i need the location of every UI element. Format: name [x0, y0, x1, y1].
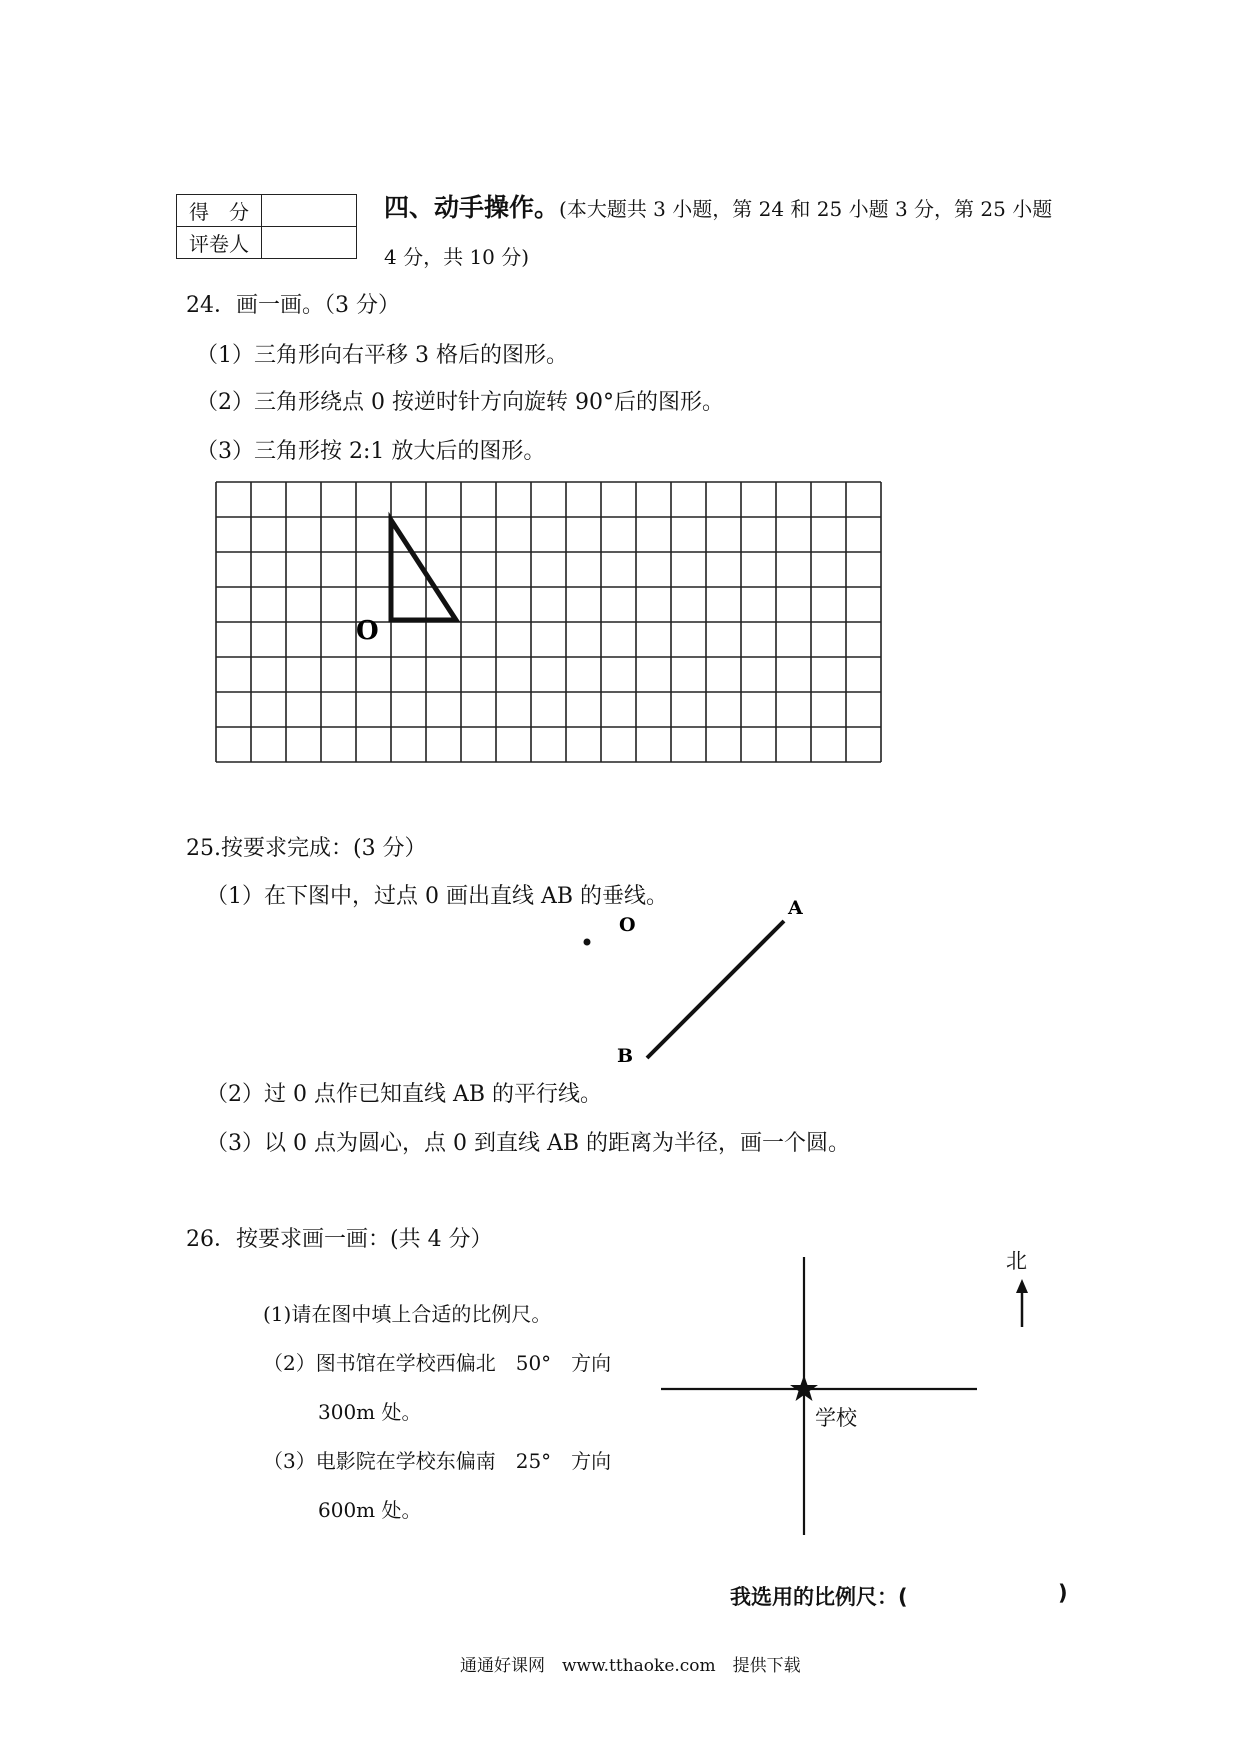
line-ab [647, 921, 784, 1058]
q26-item-1: (1)请在图中填上合适的比例尺。 [263, 1302, 552, 1326]
q24-item-2: （2）三角形绕点 0 按逆时针方向旋转 90°后的图形。 [196, 390, 724, 415]
point-o-label: O [619, 914, 636, 936]
q26-item-3-cont: 600m 处。 [318, 1498, 422, 1522]
q24-item-3: （3）三角形按 2:1 放大后的图形。 [196, 439, 546, 464]
q24-item-1: （1）三角形向右平移 3 格后的图形。 [196, 343, 568, 368]
q26-item-2: （2）图书馆在学校西偏北 50° 方向 [263, 1351, 612, 1375]
q25-item-1: （1）在下图中，过点 0 画出直线 AB 的垂线。 [206, 884, 669, 909]
q25-title: 25.按要求完成：(3 分） [186, 836, 427, 861]
section-note-line1: (本大题共 3 小题，第 24 和 25 小题 3 分，第 25 小题 [559, 197, 1053, 221]
point-o-dot [584, 939, 591, 946]
q26-item-2-cont: 300m 处。 [318, 1400, 422, 1424]
q25-item-3: （3）以 0 点为圆心，点 0 到直线 AB 的距离为半径，画一个圆。 [206, 1131, 851, 1156]
q26-title: 26．按要求画一画：(共 4 分） [186, 1227, 493, 1252]
triangle-shape [391, 520, 456, 620]
score-label: 得 分 [177, 195, 262, 227]
section-heading: 四、动手操作。 [384, 193, 560, 222]
q26-item-3: （3）电影院在学校东偏南 25° 方向 [263, 1449, 612, 1473]
q24-title: 24．画一画。（3 分） [186, 293, 400, 318]
north-label: 北 [1006, 1249, 1027, 1273]
q25-item-2: （2）过 0 点作已知直线 AB 的平行线。 [206, 1082, 603, 1107]
scale-label: 我选用的比例尺：( [730, 1585, 908, 1609]
point-b-label: B [617, 1045, 634, 1067]
scale-answer-blank[interactable] [920, 1580, 1050, 1606]
north-arrow-icon [1016, 1279, 1028, 1293]
footer-text: 通通好课网 www.tthaoke.com 提供下载 [460, 1656, 801, 1676]
scale-close-paren: ) [1058, 1581, 1068, 1605]
grader-label: 评卷人 [177, 227, 262, 259]
school-label: 学校 [815, 1406, 857, 1430]
section-note-line2: 4 分，共 10 分) [384, 245, 530, 269]
square-grid[interactable] [216, 482, 881, 762]
point-a-label: A [788, 897, 803, 919]
grid-point-o-label: O [356, 616, 379, 646]
